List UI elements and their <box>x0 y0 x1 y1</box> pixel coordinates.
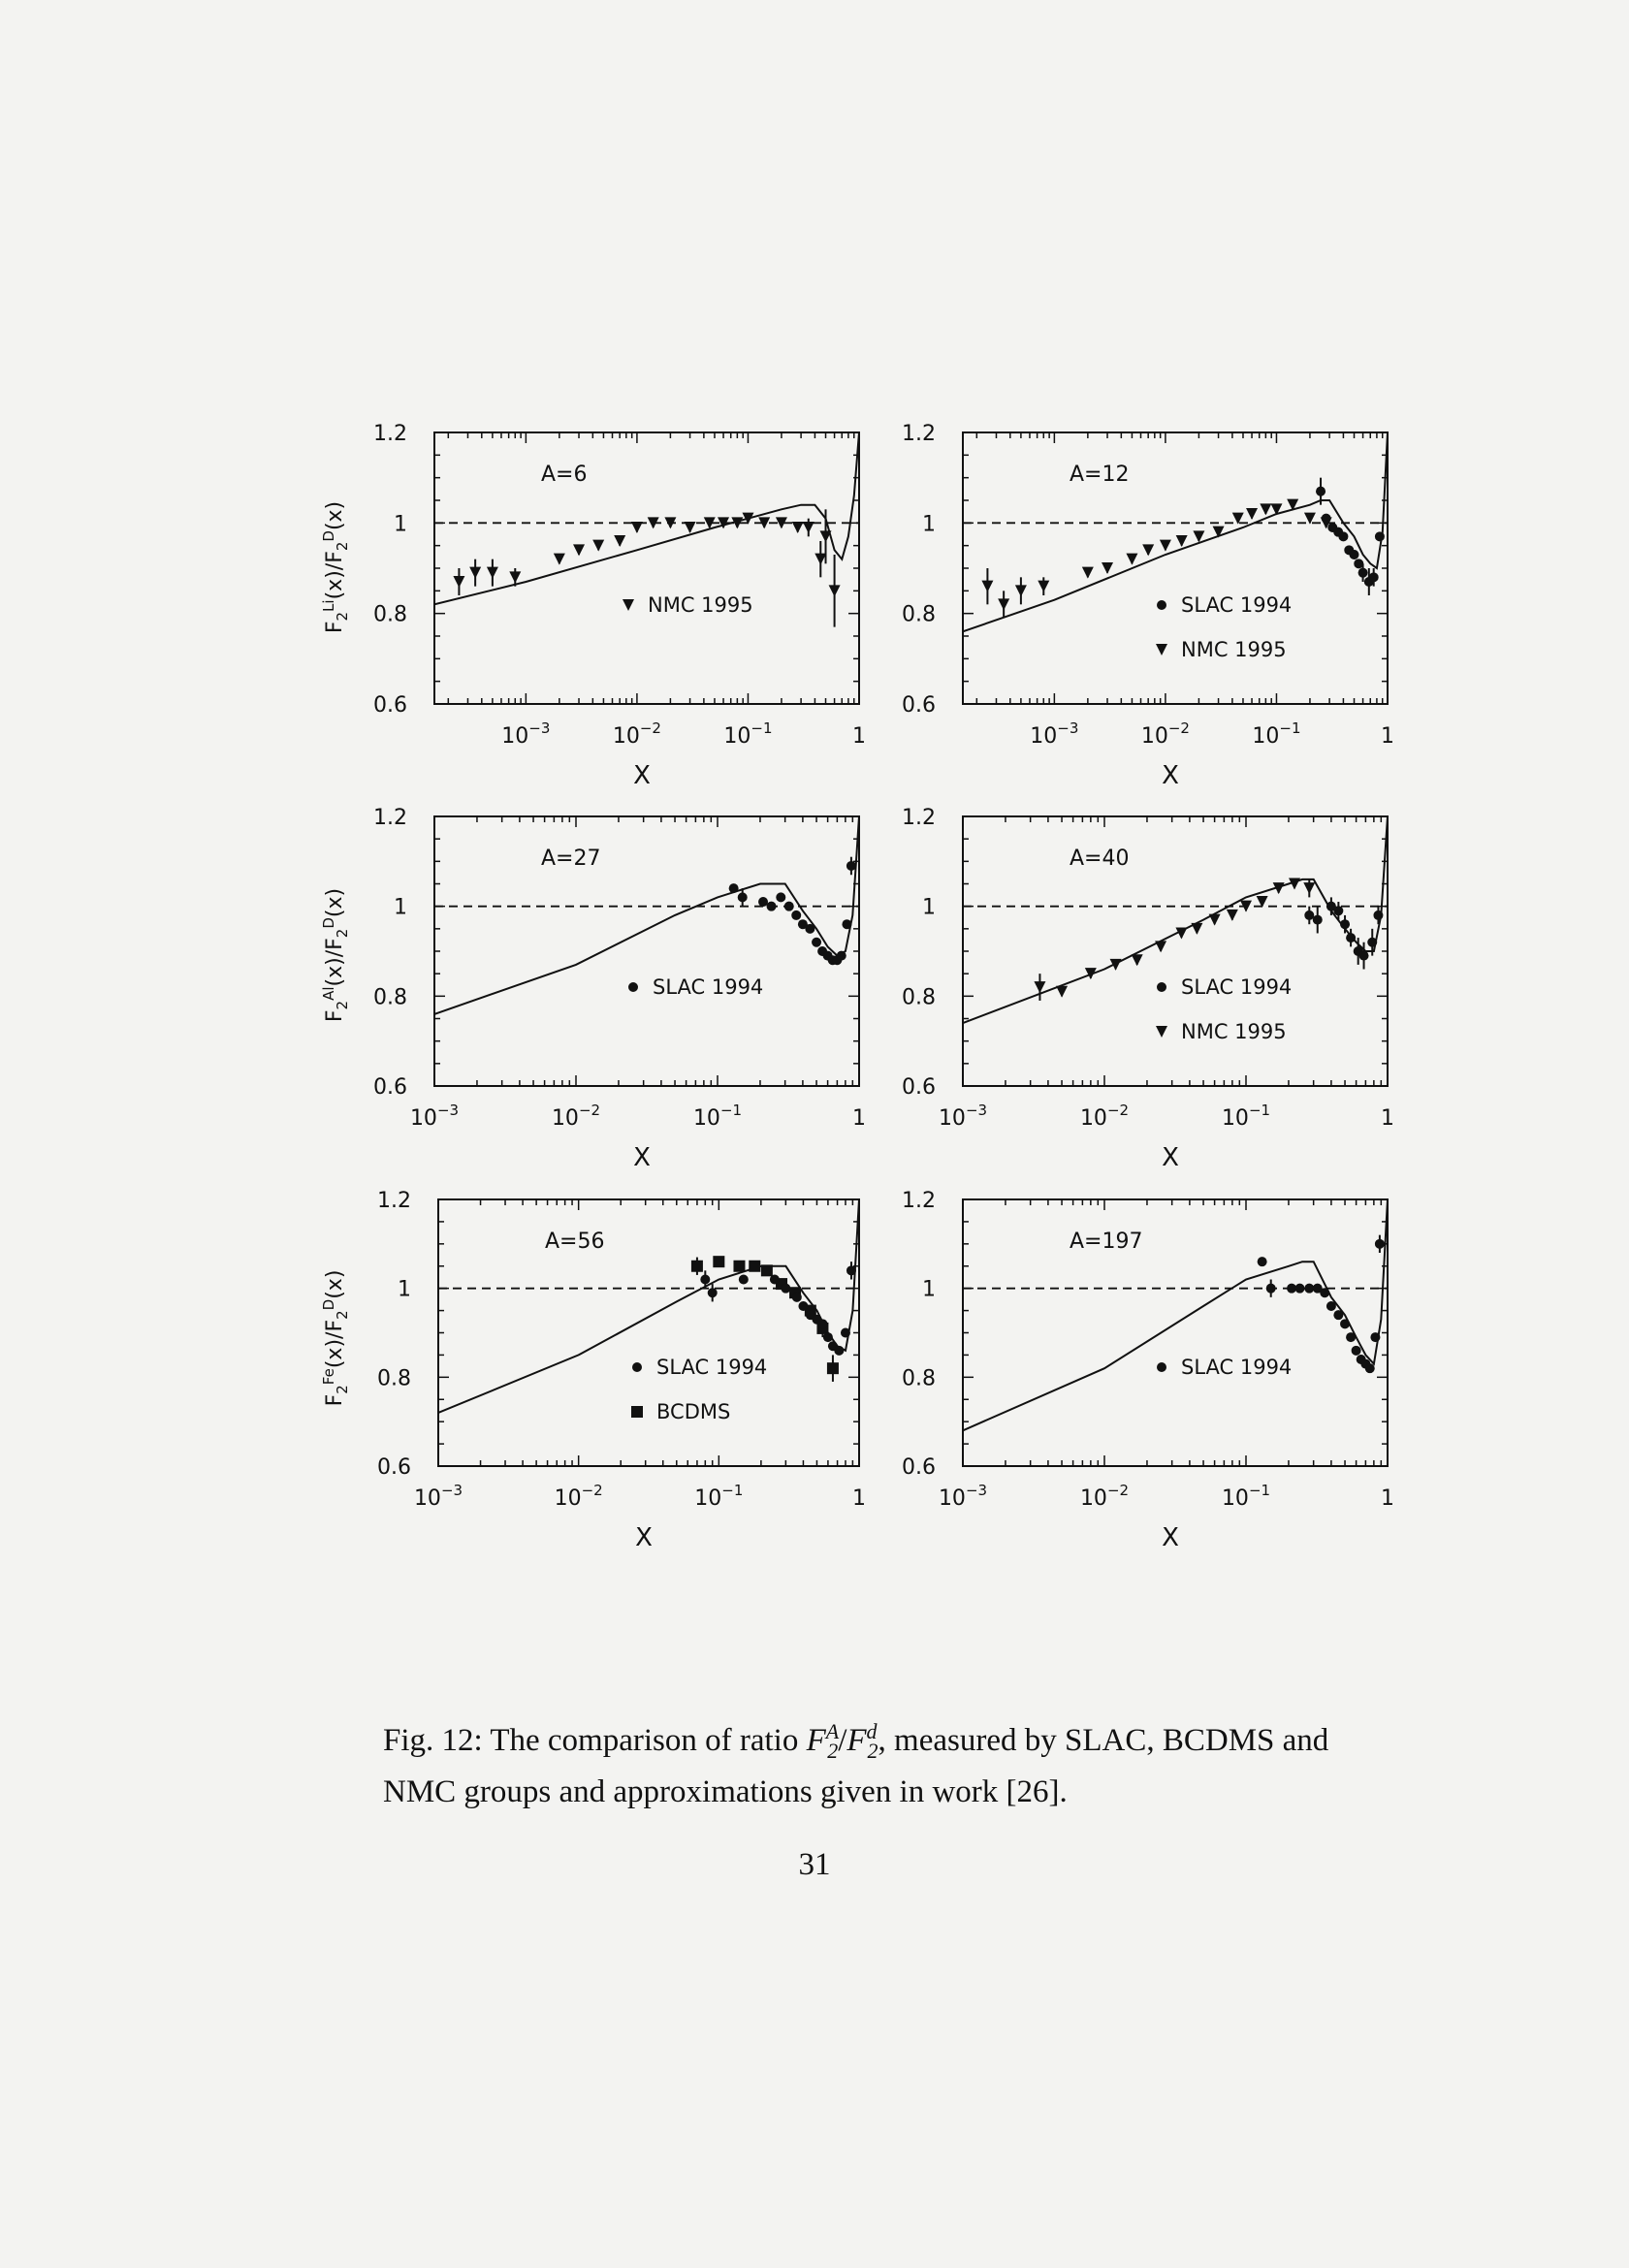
panel-title: A=6 <box>541 463 588 487</box>
x-tick-label: $10^{-1}$ <box>723 719 773 749</box>
data-point <box>1340 1319 1350 1328</box>
panel-title: A=12 <box>1070 463 1130 487</box>
data-point <box>729 883 739 893</box>
x-tick-label: $10^{-3}$ <box>413 1482 463 1511</box>
data-point <box>453 576 464 588</box>
data-point <box>1155 941 1166 952</box>
x-tick-label: 1 <box>852 1106 866 1131</box>
data-point <box>733 1261 745 1272</box>
data-point <box>1333 1310 1343 1320</box>
data-point <box>1352 1346 1361 1356</box>
series-slac-1994 <box>1304 897 1383 969</box>
data-point <box>1320 1288 1329 1297</box>
x-axis-label: X <box>1162 1523 1179 1552</box>
x-tick-label: $10^{-2}$ <box>612 719 661 749</box>
x-axis-label: X <box>1162 1143 1179 1172</box>
data-point <box>1369 572 1379 582</box>
y-tick-label: 1 <box>922 512 936 537</box>
legend-label: BCDMS <box>656 1400 731 1423</box>
y-tick-label: 0.6 <box>377 1455 411 1480</box>
data-point <box>770 1275 780 1285</box>
data-point <box>1056 986 1068 998</box>
ylabel-middle <box>320 888 351 1022</box>
data-point <box>1333 906 1343 915</box>
legend-marker <box>623 599 634 611</box>
data-point <box>817 1319 827 1328</box>
legend-marker <box>1157 1362 1166 1372</box>
x-tick-label: $10^{-3}$ <box>409 1102 460 1131</box>
data-point <box>1260 503 1271 515</box>
panel-title: A=197 <box>1070 1230 1143 1254</box>
chart-panel-a197 <box>902 1189 1394 1552</box>
y-tick-label: 0.8 <box>373 985 407 1010</box>
data-point <box>803 522 814 533</box>
x-tick-label: $10^{-3}$ <box>938 1102 988 1131</box>
data-point <box>829 585 841 596</box>
legend-marker <box>1157 600 1166 610</box>
x-tick-label: $10^{-3}$ <box>1030 719 1079 749</box>
x-tick-label: $10^{-1}$ <box>1221 1102 1271 1131</box>
y-tick-label: 1.2 <box>377 1189 411 1213</box>
legend-label: SLAC 1994 <box>1181 593 1293 617</box>
data-point <box>1326 1301 1336 1311</box>
legend-label: NMC 1995 <box>1181 638 1287 661</box>
data-point <box>749 1261 760 1272</box>
y-tick-label: 1 <box>922 895 936 920</box>
data-point <box>487 567 498 579</box>
caption-prefix: Fig. 12: The comparison of ratio <box>383 1723 807 1758</box>
data-point <box>685 522 696 533</box>
data-point <box>1350 550 1359 559</box>
data-point <box>776 892 785 902</box>
data-point <box>691 1261 703 1272</box>
data-point <box>1338 531 1348 541</box>
data-point <box>738 892 748 902</box>
chart-panel-a12 <box>902 422 1394 790</box>
x-axis-label: X <box>633 761 651 790</box>
x-axis-label: X <box>635 1523 653 1552</box>
data-point <box>1367 938 1377 947</box>
data-point <box>1209 914 1221 926</box>
data-point <box>1082 567 1094 579</box>
caption-suffix: , measured by SLAC, BCDMS and <box>878 1723 1329 1758</box>
series-slac-1994 <box>700 1262 856 1356</box>
chart-panel-a40 <box>902 806 1394 1172</box>
x-tick-label: $10^{-3}$ <box>501 719 551 749</box>
approximation-curve <box>438 1199 859 1413</box>
legend-marker <box>628 982 638 992</box>
series-slac-1994 <box>1316 478 1385 595</box>
y-tick-label: 0.6 <box>902 1455 936 1480</box>
x-tick-label: $10^{-1}$ <box>1252 719 1301 749</box>
panel-title: A=27 <box>541 847 601 871</box>
data-point <box>823 1332 833 1342</box>
x-tick-label: 1 <box>1381 1106 1394 1131</box>
data-point <box>846 1265 856 1275</box>
data-point <box>805 924 814 934</box>
y-tick-label: 0.6 <box>902 1075 936 1100</box>
data-point <box>812 938 821 947</box>
y-tick-label: 0.6 <box>373 1075 407 1100</box>
data-point <box>1346 933 1356 942</box>
page-number: 31 <box>798 1847 831 1882</box>
x-tick-label: $10^{-1}$ <box>692 1102 743 1131</box>
data-point <box>1370 1332 1380 1342</box>
data-point <box>1346 1332 1356 1342</box>
x-tick-label: 1 <box>1381 1486 1394 1511</box>
ylabel-middle-text: $F_2^{Al}(x)/F_2^D(x)$ <box>320 887 351 1023</box>
data-point <box>834 1346 844 1356</box>
panel-title: A=56 <box>545 1230 605 1254</box>
x-tick-label: $10^{-2}$ <box>554 1482 603 1511</box>
data-point <box>1160 540 1171 552</box>
data-point <box>1373 910 1383 920</box>
y-tick-label: 0.8 <box>377 1366 411 1391</box>
approximation-curve <box>963 1199 1388 1430</box>
y-tick-label: 1.2 <box>902 1189 936 1213</box>
data-point <box>841 1328 850 1338</box>
y-tick-label: 1.2 <box>902 806 936 830</box>
legend-marker <box>1156 644 1167 655</box>
x-tick-label: $10^{-2}$ <box>551 1102 601 1131</box>
chart-panels <box>373 422 1394 1552</box>
series-slac-1994 <box>729 857 856 966</box>
y-tick-label: 1.2 <box>902 422 936 446</box>
data-point <box>792 522 804 533</box>
y-tick-label: 0.8 <box>373 602 407 627</box>
legend-marker <box>1157 982 1166 992</box>
ylabel-bottom <box>320 1270 351 1407</box>
data-point <box>767 902 777 911</box>
x-tick-label: $10^{-2}$ <box>1079 1482 1130 1511</box>
legend-label: SLAC 1994 <box>1181 975 1293 999</box>
data-point <box>781 1284 790 1294</box>
legend-label: SLAC 1994 <box>656 1356 768 1379</box>
data-point <box>1246 508 1258 520</box>
x-tick-label: $10^{-1}$ <box>1221 1482 1271 1511</box>
legend-label: NMC 1995 <box>1181 1020 1287 1043</box>
data-point <box>1191 923 1202 935</box>
plot-frame <box>963 1199 1388 1466</box>
data-point <box>739 1275 749 1285</box>
y-tick-label: 1.2 <box>373 422 407 446</box>
y-tick-label: 0.8 <box>902 985 936 1010</box>
legend-marker <box>1156 1026 1167 1038</box>
plot-frame <box>434 432 859 704</box>
data-point <box>842 919 851 929</box>
data-point <box>792 1293 802 1302</box>
data-point <box>1295 1284 1305 1294</box>
x-tick-label: $10^{-1}$ <box>694 1482 744 1511</box>
panel-title: A=40 <box>1070 847 1130 871</box>
data-point <box>1176 535 1188 547</box>
y-tick-label: 1 <box>394 512 407 537</box>
data-point <box>1132 954 1143 966</box>
approximation-curve <box>434 432 859 604</box>
y-tick-label: 1 <box>398 1277 411 1302</box>
data-point <box>1126 554 1137 565</box>
x-tick-label: 1 <box>852 1486 866 1511</box>
data-point <box>1313 915 1323 925</box>
legend-label: SLAC 1994 <box>1181 1356 1293 1379</box>
figure-caption <box>383 1711 1372 1812</box>
data-point <box>791 910 801 920</box>
data-point <box>1258 1257 1267 1266</box>
y-tick-label: 1 <box>922 1277 936 1302</box>
data-point <box>1142 544 1154 556</box>
legend-marker <box>631 1406 643 1418</box>
data-point <box>784 902 794 911</box>
y-tick-label: 1 <box>394 895 407 920</box>
legend-label: NMC 1995 <box>648 593 753 617</box>
chart-panel-a27 <box>373 806 866 1172</box>
series-slac-1994 <box>1258 1235 1385 1374</box>
approximation-curve <box>963 816 1388 1023</box>
data-point <box>554 554 565 565</box>
data-point <box>1365 1363 1375 1373</box>
data-point <box>846 861 856 871</box>
caption-line-2: NMC groups and approximations given in work [26]. <box>383 1773 1068 1809</box>
data-point <box>708 1288 718 1297</box>
ylabel-top-text: $F_2^{Li}(x)/F_2^D(x)$ <box>320 500 351 634</box>
data-point <box>1375 1239 1385 1249</box>
data-point <box>1304 910 1314 920</box>
data-point <box>1266 1284 1276 1294</box>
data-point <box>1102 562 1113 574</box>
data-point <box>1038 581 1049 592</box>
data-point <box>509 571 521 583</box>
data-point <box>798 1301 808 1311</box>
data-point <box>1359 951 1369 961</box>
x-tick-label: $10^{-3}$ <box>938 1482 988 1511</box>
data-point <box>573 544 585 556</box>
data-point <box>998 598 1009 610</box>
plot-frame <box>434 816 859 1086</box>
data-point <box>981 581 993 592</box>
ylabel-bottom-text: $F_2^{Fe}(x)/F_2^D(x)$ <box>320 1269 351 1407</box>
data-point <box>469 567 481 579</box>
legend-label: SLAC 1994 <box>653 975 764 999</box>
data-point <box>1375 531 1385 541</box>
plot-frame <box>963 432 1388 704</box>
approximation-curve <box>963 432 1388 631</box>
data-point <box>1340 919 1350 929</box>
y-tick-label: 0.8 <box>902 1366 936 1391</box>
data-point <box>814 554 826 565</box>
data-point <box>700 1275 710 1285</box>
data-point <box>837 951 846 961</box>
data-point <box>592 540 604 552</box>
x-tick-label: $10^{-2}$ <box>1079 1102 1130 1131</box>
chart-panel-a56 <box>377 1189 866 1552</box>
data-point <box>1227 910 1238 921</box>
caption-formula: $F^A_2/F^d_2$ <box>806 1719 878 1763</box>
data-point <box>631 522 643 533</box>
series-nmc-1995 <box>453 509 840 626</box>
y-tick-label: 1.2 <box>373 806 407 830</box>
plot-frame <box>963 816 1388 1086</box>
data-point <box>1322 514 1331 524</box>
legend-marker <box>632 1362 642 1372</box>
data-point <box>761 1264 773 1276</box>
x-tick-label: $10^{-2}$ <box>1140 719 1190 749</box>
y-tick-label: 0.8 <box>902 602 936 627</box>
ylabel-top <box>320 501 351 633</box>
data-point <box>1015 585 1027 596</box>
data-point <box>614 535 625 547</box>
data-point <box>1303 882 1315 894</box>
data-point <box>1316 487 1326 496</box>
x-tick-label: 1 <box>852 724 866 749</box>
x-axis-label: X <box>633 1143 651 1172</box>
data-point <box>1213 527 1225 538</box>
y-tick-label: 0.6 <box>373 693 407 718</box>
data-point <box>1358 568 1368 578</box>
y-tick-label: 0.6 <box>902 693 936 718</box>
data-point <box>827 1362 839 1374</box>
data-point <box>713 1256 724 1267</box>
plot-frame <box>438 1199 859 1466</box>
chart-panel-a6 <box>373 422 866 790</box>
x-axis-label: X <box>1162 761 1179 790</box>
data-point <box>758 897 768 907</box>
x-tick-label: 1 <box>1381 724 1394 749</box>
